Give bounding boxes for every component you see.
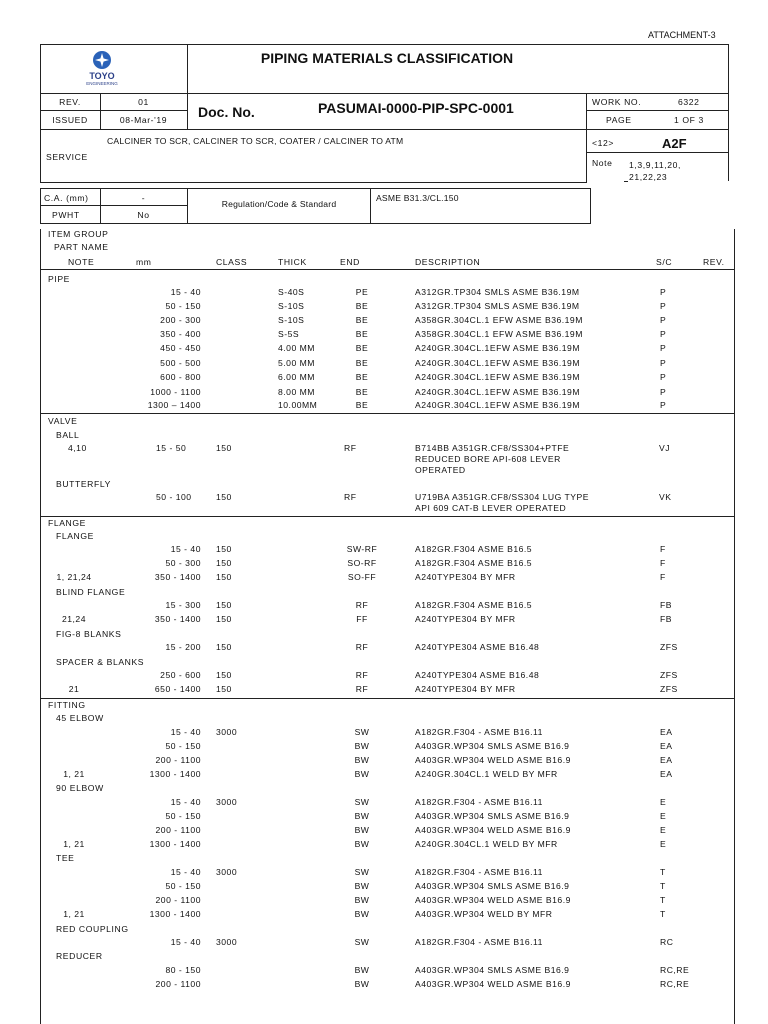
cell-desc: A182GR.F304 - ASME B16.11 [415, 867, 543, 877]
cell-sc: EA [660, 755, 673, 765]
regulation-value: ASME B31.3/CL.150 [376, 193, 459, 203]
cell-desc: B714BB A351GR.CF8/SS304+PTFE [415, 443, 570, 453]
cell-sc: T [660, 867, 666, 877]
sub-90-elbow: 90 ELBOW [56, 783, 104, 793]
service-value: CALCINER TO SCR, CALCINER TO SCR, COATER / CALCINER TO ATM [107, 136, 404, 146]
rev-value: 01 [138, 97, 149, 107]
cell-mm: 80 - 150 [165, 965, 201, 975]
cell-mm: 250 - 600 [160, 670, 201, 680]
cell-desc: API 609 CAT-B LEVER OPERATED [415, 503, 567, 513]
cell-thick: S-5S [278, 329, 300, 339]
cell-mm: 200 - 1100 [155, 755, 201, 765]
cell-class: 150 [216, 642, 232, 652]
cell-desc: A403GR.WP304 SMLS ASME B16.9 [415, 965, 570, 975]
page-title: PIPING MATERIALS CLASSIFICATION [260, 50, 514, 66]
sub-blind-flange: BLIND FLANGE [56, 587, 126, 597]
cell-class: 150 [216, 492, 232, 502]
cell-sc: T [660, 895, 666, 905]
table-row [0, 839, 768, 853]
cell-sc: RC,RE [660, 979, 690, 989]
cell-desc: A182GR.F304 - ASME B16.11 [415, 727, 543, 737]
table-row [0, 358, 768, 372]
issued-value: 08-Mar-'19 [119, 115, 168, 125]
cell-class: 3000 [216, 867, 238, 877]
page-value: 1 OF 3 [674, 115, 704, 125]
cell-sc: RC,RE [660, 965, 690, 975]
cell-note: 4,10 [68, 443, 87, 453]
cell-end: BW [354, 741, 370, 751]
cell-desc: A403GR.WP304 WELD BY MFR [415, 909, 553, 919]
table-row [0, 670, 768, 684]
cell-desc: A182GR.F304 - ASME B16.11 [415, 797, 543, 807]
cell-desc: A240GR.304CL.1EFW ASME B36.19M [415, 387, 580, 397]
col-description: DESCRIPTION [415, 257, 481, 267]
table-row [0, 642, 768, 656]
cell-end: BE [355, 315, 369, 325]
cell-end: BE [355, 372, 369, 382]
table-row [0, 400, 768, 414]
cell-mm: 200 - 300 [160, 315, 201, 325]
cell-sc: P [660, 287, 667, 297]
table-row [0, 811, 768, 825]
ca-label: C.A. (mm) [44, 193, 89, 203]
regulation-label: Regulation/Code & Standard [221, 199, 337, 209]
cell-desc: REDUCED BORE API-608 LEVER [415, 454, 561, 464]
cell-sc: P [660, 315, 667, 325]
table-row [0, 558, 768, 572]
cell-end: BE [355, 400, 369, 410]
sub-butterfly: BUTTERFLY [56, 479, 111, 489]
table-row [0, 727, 768, 741]
table-row [0, 315, 768, 329]
note-line2: 21,22,23 [629, 172, 668, 182]
cell-class: 150 [216, 600, 232, 610]
table-row [0, 600, 768, 614]
cell-desc: A240TYPE304 ASME B16.48 [415, 670, 540, 680]
cell-mm: 15 - 40 [170, 937, 201, 947]
ca-value: - [141, 193, 146, 203]
table-row [0, 979, 768, 993]
cell-desc: A240GR.304CL.1 WELD BY MFR [415, 839, 558, 849]
cell-thick: S-10S [278, 301, 305, 311]
cell-desc: A240GR.304CL.1EFW ASME B36.19M [415, 343, 580, 353]
cell-sc: T [660, 909, 666, 919]
cell-mm: 15 - 40 [170, 287, 201, 297]
cell-sc: VJ [659, 443, 671, 453]
sub-tee: TEE [56, 853, 75, 863]
cell-sc: E [660, 839, 667, 849]
cell-sc: ZFS [660, 642, 678, 652]
cell-mm: 1300 – 1400 [147, 400, 201, 410]
cell-desc: A403GR.WP304 WELD ASME B16.9 [415, 895, 571, 905]
cell-mm: 450 - 450 [160, 343, 201, 353]
cell-mm: 15 - 300 [165, 600, 201, 610]
section-fitting: FITTING [48, 700, 86, 710]
table-row [0, 572, 768, 586]
cell-desc: A182GR.F304 - ASME B16.11 [415, 937, 543, 947]
cell-desc: A182GR.F304 ASME B16.5 [415, 544, 533, 554]
cell-thick: 8.00 MM [278, 387, 315, 397]
table-row [0, 769, 768, 783]
cell-desc: A240GR.304CL.1EFW ASME B36.19M [415, 358, 580, 368]
cell-end: BW [354, 895, 370, 905]
cell-mm: 15 - 40 [170, 727, 201, 737]
cell-mm: 500 - 500 [160, 358, 201, 368]
cell-mm: 15 - 200 [165, 642, 201, 652]
section-pipe: PIPE [48, 274, 70, 284]
cell-desc: A403GR.WP304 WELD ASME B16.9 [415, 825, 571, 835]
cell-end: BW [354, 769, 370, 779]
sub-ball: BALL [56, 430, 80, 440]
cell-mm: 200 - 1100 [155, 895, 201, 905]
cell-mm: 1000 - 1100 [150, 387, 201, 397]
doc-number: PASUMAI-0000-PIP-SPC-0001 [318, 100, 514, 116]
cell-desc: A240TYPE304 ASME B16.48 [415, 642, 540, 652]
cell-desc: A240TYPE304 BY MFR [415, 614, 516, 624]
cell-end: BW [354, 979, 370, 989]
cell-note: 21,24 [61, 614, 86, 624]
cell-sc: RC [660, 937, 674, 947]
col-rev: REV. [703, 257, 725, 267]
cell-desc: A240GR.304CL.1 WELD BY MFR [415, 769, 558, 779]
cell-mm: 15 - 40 [170, 544, 201, 554]
cell-desc: A312GR.TP304 SMLS ASME B36.19M [415, 287, 580, 297]
cell-desc: A182GR.F304 ASME B16.5 [415, 600, 533, 610]
col-note: NOTE [68, 257, 95, 267]
cell-sc: E [660, 811, 667, 821]
cell-end: RF [355, 684, 369, 694]
cell-desc: OPERATED [415, 465, 466, 475]
col-end: END [340, 257, 360, 267]
cell-end: RF [344, 443, 357, 453]
cell-mm: 50 - 150 [165, 881, 201, 891]
cell-note: 21 [68, 684, 80, 694]
cell-end: RF [355, 642, 369, 652]
cell-class: 3000 [216, 727, 238, 737]
doc-label: Doc. No. [198, 104, 255, 120]
table-row [0, 287, 768, 301]
table-row [0, 965, 768, 979]
attachment-label: ATTACHMENT-3 [648, 30, 716, 40]
table-row [0, 881, 768, 895]
toyo-logo-icon [92, 50, 112, 70]
cell-class: 150 [216, 443, 232, 453]
cell-mm: 350 - 1400 [154, 614, 201, 624]
cell-mm: 350 - 400 [160, 329, 201, 339]
table-row-cont [0, 465, 768, 479]
cell-end: BE [355, 358, 369, 368]
cell-sc: P [660, 400, 667, 410]
cell-sc: P [660, 372, 667, 382]
cell-sc: ZFS [660, 684, 678, 694]
table-row [0, 343, 768, 357]
cell-desc: A403GR.WP304 SMLS ASME B16.9 [415, 741, 570, 751]
cell-desc: A240TYPE304 BY MFR [415, 572, 516, 582]
cell-desc: U719BA A351GR.CF8/SS304 LUG TYPE [415, 492, 589, 502]
cell-end: BW [354, 839, 370, 849]
section-flange: FLANGE [48, 518, 86, 528]
pwht-label: PWHT [52, 210, 80, 220]
note-label: Note [592, 158, 613, 168]
note-line1: 1,3,9,11,20, [629, 160, 681, 170]
cell-end: SO-RF [347, 558, 377, 568]
cell-desc: A358GR.304CL.1 EFW ASME B36.19M [415, 329, 583, 339]
cell-mm: 50 - 150 [165, 741, 201, 751]
cell-sc: P [660, 301, 667, 311]
col-thick: THICK [278, 257, 307, 267]
cell-mm: 50 - 150 [165, 301, 201, 311]
cell-mm: 600 - 800 [160, 372, 201, 382]
cell-class: 150 [216, 558, 232, 568]
cell-mm: 15 - 50 [156, 443, 187, 453]
cell-end: BW [354, 881, 370, 891]
cell-note: 1, 21 [63, 839, 85, 849]
rev-label: REV. [59, 97, 81, 107]
cell-desc: A403GR.WP304 SMLS ASME B16.9 [415, 811, 570, 821]
service-label: SERVICE [46, 152, 88, 162]
cell-mm: 50 - 150 [165, 811, 201, 821]
table-row [0, 372, 768, 386]
col-part-name: PART NAME [54, 242, 109, 252]
col-mm: mm [136, 257, 152, 267]
cell-sc: F [660, 544, 666, 554]
cell-note: 1, 21,24 [56, 572, 92, 582]
table-row [0, 329, 768, 343]
table-row [0, 797, 768, 811]
logo-name: TOYO [89, 71, 115, 81]
cell-end: BW [354, 811, 370, 821]
cell-mm: 50 - 100 [156, 492, 192, 502]
cell-class: 3000 [216, 937, 238, 947]
cell-end: RF [355, 670, 369, 680]
cell-end: SW [354, 797, 370, 807]
table-row [0, 937, 768, 951]
cell-mm: 650 - 1400 [154, 684, 201, 694]
cell-thick: S-10S [278, 315, 305, 325]
cell-end: SW [354, 937, 370, 947]
cell-sc: E [660, 797, 667, 807]
table-row [0, 614, 768, 628]
cell-end: BW [354, 825, 370, 835]
cell-end: RF [344, 492, 357, 502]
col-item-group: ITEM GROUP [48, 229, 109, 239]
table-row [0, 544, 768, 558]
cell-desc: A358GR.304CL.1 EFW ASME B36.19M [415, 315, 583, 325]
cell-mm: 15 - 40 [170, 797, 201, 807]
cell-end: BE [355, 301, 369, 311]
cell-desc: A403GR.WP304 WELD ASME B16.9 [415, 979, 571, 989]
cell-class: 150 [216, 614, 232, 624]
cell-mm: 200 - 1100 [155, 825, 201, 835]
cell-desc: A240GR.304CL.1EFW ASME B36.19M [415, 372, 580, 382]
cell-desc: A312GR.TP304 SMLS ASME B36.19M [415, 301, 580, 311]
cell-desc: A240GR.304CL.1EFW ASME B36.19M [415, 400, 580, 410]
page-label: PAGE [606, 115, 632, 125]
cell-sc: P [660, 329, 667, 339]
cell-thick: 10.00MM [278, 400, 318, 410]
table-row [0, 895, 768, 909]
spec-code: A2F [662, 136, 687, 151]
cell-sc: VK [659, 492, 672, 502]
cell-thick: 5.00 MM [278, 358, 315, 368]
cell-mm: 1300 - 1400 [149, 909, 201, 919]
cell-mm: 350 - 1400 [154, 572, 201, 582]
cell-sc: P [660, 387, 667, 397]
table-row [0, 825, 768, 839]
workno-label: WORK NO. [592, 97, 642, 107]
table-row [0, 684, 768, 698]
cell-mm: 50 - 300 [165, 558, 201, 568]
cell-thick: 4.00 MM [278, 343, 315, 353]
col-class: CLASS [216, 257, 248, 267]
cell-class: 150 [216, 572, 232, 582]
cell-end: FF [356, 614, 368, 624]
cell-desc: A182GR.F304 ASME B16.5 [415, 558, 533, 568]
cell-end: PE [355, 287, 369, 297]
cell-sc: F [660, 572, 666, 582]
cell-sc: T [660, 881, 666, 891]
cell-thick: 6.00 MM [278, 372, 315, 382]
cell-end: BE [355, 387, 369, 397]
cell-class: 3000 [216, 797, 238, 807]
cell-note: 1, 21 [63, 769, 85, 779]
sub-reducer: REDUCER [56, 951, 103, 961]
sub-red-coupling: RED COUPLING [56, 924, 129, 934]
cell-end: BW [354, 909, 370, 919]
sub-spacer-blanks: SPACER & BLANKS [56, 657, 145, 667]
cell-sc: P [660, 358, 667, 368]
cell-end: SO-FF [347, 572, 377, 582]
col-sc: S/C [656, 257, 673, 267]
cell-sc: FB [660, 600, 672, 610]
sub-flange: FLANGE [56, 531, 94, 541]
cell-end: SW [354, 727, 370, 737]
issued-label: ISSUED [52, 115, 88, 125]
table-row [0, 741, 768, 755]
workno-value: 6322 [678, 97, 700, 107]
cell-mm: 15 - 40 [170, 867, 201, 877]
cell-desc: A403GR.WP304 SMLS ASME B16.9 [415, 881, 570, 891]
cell-sc: ZFS [660, 670, 678, 680]
cell-end: RF [355, 600, 369, 610]
cell-end: BE [355, 343, 369, 353]
cell-sc: FB [660, 614, 672, 624]
cell-sc: F [660, 558, 666, 568]
cell-mm: 1300 - 1400 [149, 769, 201, 779]
logo-sub: ENGINEERING [86, 81, 118, 86]
table-row [0, 909, 768, 923]
cell-class: 150 [216, 684, 232, 694]
table-row [0, 301, 768, 315]
sub-45-elbow: 45 ELBOW [56, 713, 104, 723]
cell-sc: E [660, 825, 667, 835]
code-tag: <12> [592, 138, 614, 148]
cell-end: BE [355, 329, 369, 339]
table-row [0, 387, 768, 401]
cell-end: SW [354, 867, 370, 877]
cell-sc: P [660, 343, 667, 353]
table-row [0, 755, 768, 769]
cell-end: BW [354, 755, 370, 765]
cell-sc: EA [660, 769, 673, 779]
section-valve: VALVE [48, 416, 78, 426]
cell-thick: S-40S [278, 287, 305, 297]
table-row [0, 867, 768, 881]
cell-sc: EA [660, 741, 673, 751]
cell-class: 150 [216, 670, 232, 680]
cell-sc: EA [660, 727, 673, 737]
cell-note: 1, 21 [63, 909, 85, 919]
table-row-cont [0, 503, 768, 517]
pwht-value: No [137, 210, 150, 220]
cell-class: 150 [216, 544, 232, 554]
cell-mm: 1300 - 1400 [149, 839, 201, 849]
cell-desc: A240TYPE304 BY MFR [415, 684, 516, 694]
cell-end: BW [354, 965, 370, 975]
cell-mm: 200 - 1100 [155, 979, 201, 989]
sub-fig8-blanks: FIG-8 BLANKS [56, 629, 122, 639]
cell-desc: A403GR.WP304 WELD ASME B16.9 [415, 755, 571, 765]
cell-end: SW-RF [346, 544, 378, 554]
